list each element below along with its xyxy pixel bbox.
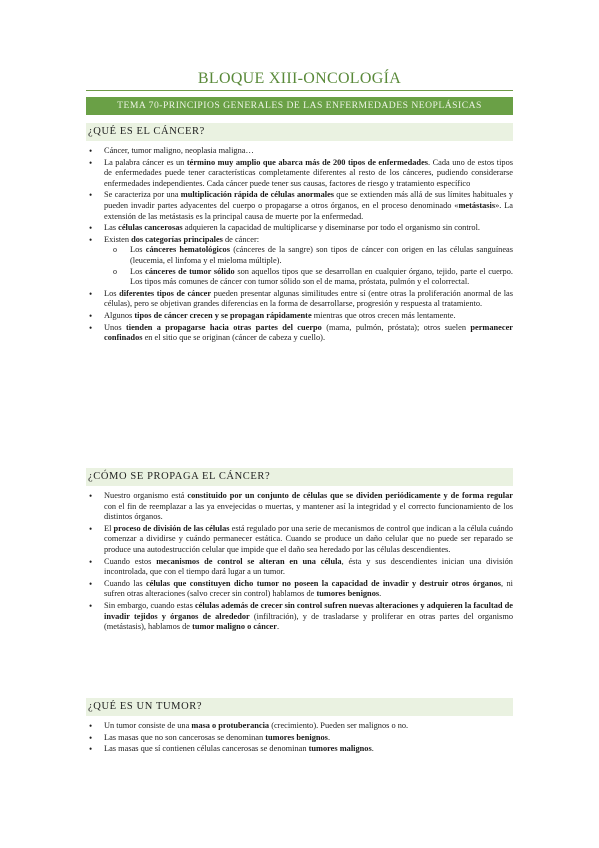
bold-text: tumores benignos <box>316 589 380 599</box>
text-run: . <box>327 732 331 742</box>
bold-text: constituido por un conjunto de células que se dividen periódicamente y de forma regular <box>187 491 513 500</box>
bullet-item <box>86 721 513 732</box>
text-run: Las masas que sí contienen células cancerosas se denominan <box>104 744 309 754</box>
text-run: Un tumor consiste de una <box>104 721 192 730</box>
text-run: . <box>379 589 382 599</box>
text-run: , ésta y sus descendientes inician una división incontrolada, que con el tiempo dará lugar a un tumor. <box>104 556 513 577</box>
text-run: Nuestro organismo está <box>104 491 188 500</box>
text-run: Sin embargo, cuando estas <box>104 600 195 610</box>
section-list-como-se-propaga <box>86 491 513 634</box>
text-run: pueden presentar algunas similitudes entre sí (entre otras la proliferación anormal de las células), pero se objetivan grandes diferencias en la forma de desarrollarse, progresión y respuesta al tratamiento. <box>104 288 514 309</box>
text-run: (cánceres de la sangre) son tipos de cáncer con origen en las células sanguíneas (leucemia, el linfoma y el mieloma múltiple). <box>130 245 513 265</box>
text-run: de cáncer: <box>222 234 260 244</box>
section-heading-que-es-tumor: ¿QUÉ ES UN TUMOR? <box>86 698 513 716</box>
text-run: (crecimiento). Pueden ser malignos o no. <box>269 721 409 730</box>
text-run: . <box>276 622 280 632</box>
text-run: Cuando estos <box>104 556 157 566</box>
bold-text: dos categorías principales <box>131 234 223 244</box>
bullet-item <box>86 223 513 234</box>
bold-text: cánceres de tumor sólido <box>145 266 235 276</box>
text-run: ». La extensión de las metástasis es la principal causa de muerte por la enfermedad. <box>104 200 513 221</box>
text-run: (infiltración), y de trasladarse y proliferar en otras partes del organismo (metástasis), hablamos de <box>104 611 513 632</box>
text-run: Los <box>104 288 120 298</box>
bullet-item <box>86 491 513 523</box>
topic-banner: TEMA 70-PRINCIPIOS GENERALES DE LAS ENFERMEDADES NEOPLÁSICAS <box>86 97 513 115</box>
text-run: Se caracteriza por una <box>104 190 181 200</box>
bullet-item <box>86 289 513 310</box>
bullet-item <box>86 311 513 322</box>
text-run: Las <box>104 223 119 233</box>
bullet-item <box>86 744 513 755</box>
bullet-item <box>86 524 513 556</box>
bold-text: tipos de cáncer crecen y se propagan rápidamente <box>134 310 312 320</box>
bold-text: proceso de división de las células <box>113 523 230 533</box>
bold-text: cánceres hematológicos <box>145 245 230 255</box>
bold-text: tumores benignos <box>265 732 328 742</box>
text-run: adquieren la capacidad de multiplicarse y diseminarse por todo el organismo sin control. <box>182 223 481 233</box>
title-underline <box>86 90 513 91</box>
bold-text: masa o protuberancia <box>191 721 270 730</box>
bold-text: tumor maligno o cáncer <box>192 622 277 632</box>
bullet-item <box>86 601 513 633</box>
text-run: . <box>371 744 374 754</box>
text-run: que se extienden más allá de sus límites habituales y pueden invadir partes adyacentes del cuerpo o propagarse a otros órganos, en el proceso denominado « <box>104 190 513 210</box>
text-run: La palabra cáncer es un <box>104 157 187 167</box>
bold-text: células además de crecer sin control sufren nuevas alteraciones y adquieren la facultad de invadir tejidos y órganos de alrededor <box>104 600 513 621</box>
text-run: Cáncer, tumor maligno, neoplasia maligna… <box>104 146 254 155</box>
bullet-item <box>86 158 513 190</box>
section-heading-que-es-cancer: ¿QUÉ ES EL CÁNCER? <box>86 123 513 141</box>
section-heading-como-se-propaga: ¿CÓMO SE PROPAGA EL CÁNCER? <box>86 468 513 486</box>
text-run: El <box>104 523 114 533</box>
bullet-item <box>86 579 513 600</box>
text-run: son aquellos tipos que se desarrollan en cualquier órgano, tejido, parte el cuerpo. Los tipos más comunes de cáncer con tumor sólido son el de mama, próstata, pulmón y el colorrectal. <box>130 266 513 287</box>
text-run: , ni sufren otras alteraciones (salvo crecer sin control) hablamos de <box>104 578 513 599</box>
bold-text: permanecer confinados <box>104 322 513 343</box>
text-run: Los <box>130 245 146 255</box>
bold-text: término muy amplio que abarca más de 200 tipos de enfermedades <box>186 157 429 167</box>
text-run: Cuando las <box>104 578 146 588</box>
document-title: BLOQUE XIII-ONCOLOGÍA <box>197 70 402 87</box>
bullet-item <box>86 557 513 578</box>
text-run: Algunos <box>104 310 135 320</box>
sub-bullet-item <box>104 245 513 266</box>
text-run: . Cada uno de estos tipos de enfermedades puede tener características completamente diferentes al resto de los cánceres, pudiendo considerarse enfermedades independientes. Cada cáncer puede tener sus causas, factores de riesgo y tratamiento específico <box>104 157 514 188</box>
text-run: Las masas que no son cancerosas se denominan <box>104 732 266 742</box>
text-run: mientras que otros crecen más lentamente. <box>311 310 456 320</box>
bold-text: diferentes tipos de cáncer <box>119 288 212 298</box>
bullet-item <box>86 235 513 288</box>
text-run: Unos <box>104 322 126 332</box>
bold-text: mecanismos de control se alteran en una célula <box>156 556 342 566</box>
text-run: está regulado por una serie de mecanismos de control que indican a la célula cuándo comenzar a dividirse y cuándo permanecer estática. Cuando se produce un daño celular que no puede ser reparado se produce una autodestrucción celular que impide que el daño sea heredado por las células descendientes. <box>104 523 513 554</box>
bold-text: células cancerosas <box>118 223 183 233</box>
bold-text: multiplicación rápida de células anormales <box>180 190 335 200</box>
bullet-item <box>86 190 513 222</box>
text-run: con el fin de reemplazar a las ya envejecidas o muertas, y mantener así la integridad y el correcto funcionamiento de los distintos órganos. <box>104 501 513 522</box>
section-list-que-es-tumor <box>86 721 513 756</box>
text-run: Existen <box>104 234 132 244</box>
sub-bullet-item <box>104 267 513 288</box>
bold-text: células que constituyen dicho tumor no poseen la capacidad de invadir y destruir otros órganos <box>145 578 502 588</box>
bold-text: metástasis <box>458 200 496 210</box>
text-run: en el sitio que se originan (cáncer de cabeza y cuello). <box>142 333 326 343</box>
bullet-item <box>86 733 513 744</box>
bold-text: tumores malignos <box>308 744 372 754</box>
bullet-item <box>86 323 513 344</box>
sub-list <box>104 245 513 287</box>
bold-text: tienden a propagarse hacia otras partes del cuerpo <box>125 322 322 332</box>
text-run: (mama, pulmón, próstata); otros suelen <box>321 322 471 332</box>
section-list-que-es-cancer <box>86 146 513 345</box>
bullet-item <box>86 146 513 157</box>
text-run: Los <box>130 266 146 276</box>
